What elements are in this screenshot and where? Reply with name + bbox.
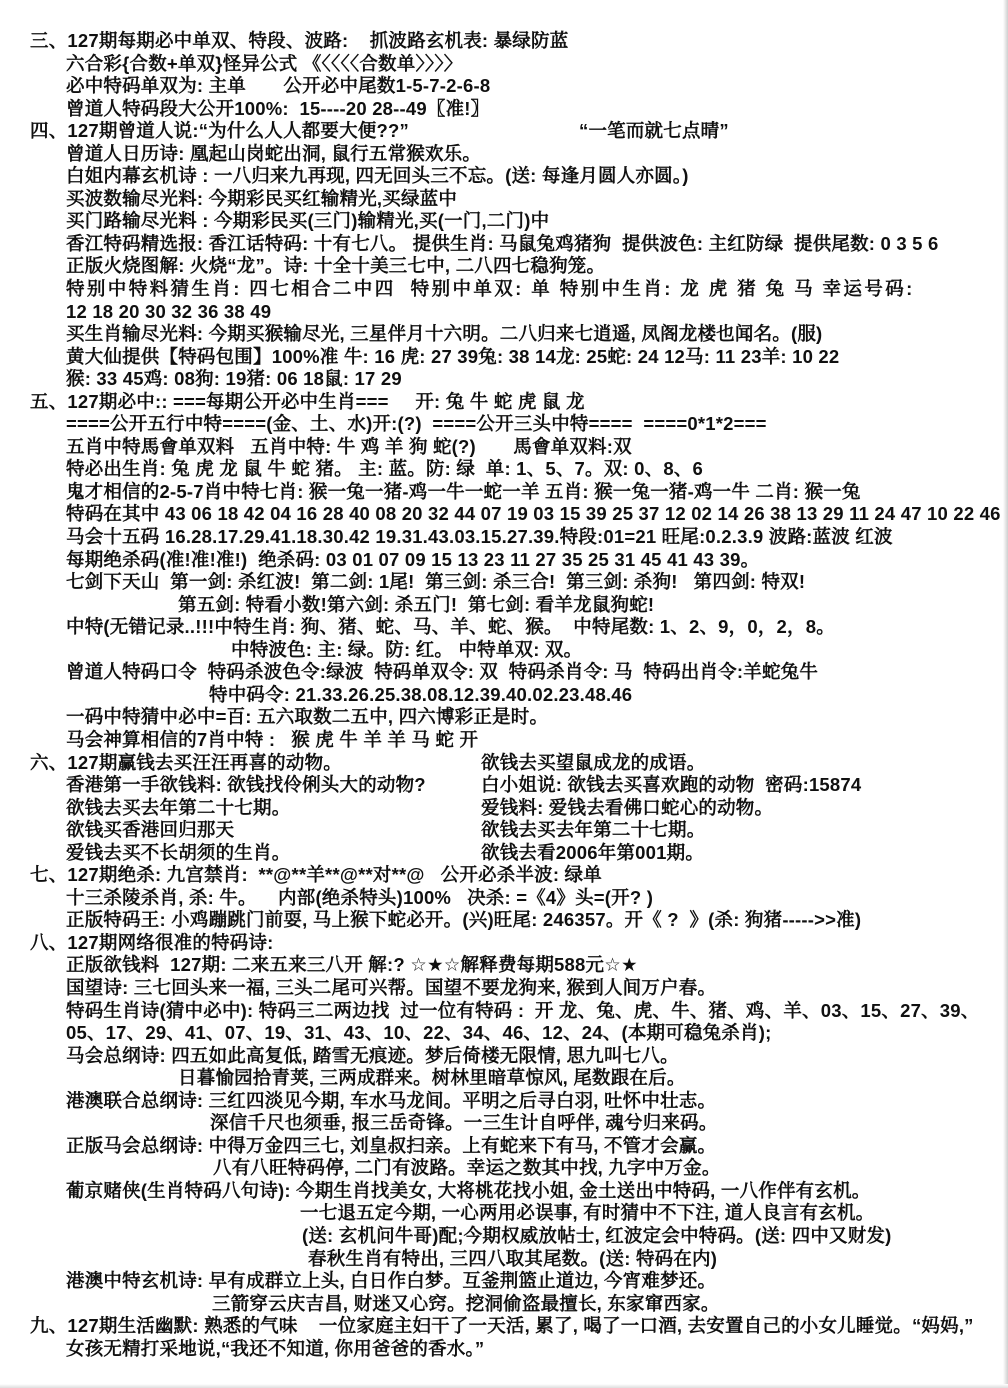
line-text: 白姐内幕玄机诗 : 一八归来九再现, 四无回头三不忘。(送: 每逢月圆人亦圆。): [66, 165, 689, 187]
text-line: [0, 323, 1008, 346]
line-text: 四、127期曾道人说:“为什么人人都要大便??”: [30, 120, 409, 142]
line-text: 香江特码精选报: 香江话特码: 十有七八。 提供生肖: 马鼠兔鸡猪狗 提供波色: 主红防绿 提供尾数: 0 3 5 6: [66, 232, 939, 254]
text-line: [0, 1067, 1008, 1090]
line-text: 九、127期生活幽默: 熟悉的气味 一位家庭主妇干了一天活, 累了, 喝了一口酒, 去安置自己的小女儿睡觉。“妈妈,”: [30, 1315, 974, 1337]
line-text: 鬼才相信的2-5-7肖中特七肖: 猴一兔一猪-鸡一牛一蛇一羊 五肖: 猴一兔一猪-鸡一牛 二肖: 猴一兔: [66, 480, 861, 502]
text-line: [0, 639, 1008, 662]
line-text: 中特波色: 主: 绿。防: 红。 中特单双: 双。: [231, 638, 583, 660]
line-text: 黄大仙提供【特码包围】100%准 牛: 16 虎: 27 39兔: 38 14龙: 25蛇: 24 12马: 11 23羊: 10 22: [66, 345, 840, 367]
line-text-right: “一笔而就七点晴”: [579, 120, 729, 142]
text-line: [0, 98, 1008, 121]
line-text: 五、127期必中:: ===每期公开必中生肖=== 开: 兔 牛 蛇 虎 鼠 龙: [30, 390, 585, 412]
line-text: 港澳联合总纲诗: 三红四淡见今期, 车水马龙间。平明之后寻白羽, 吐怀中壮志。: [66, 1089, 717, 1111]
line-text: 六合彩{合数+单双}怪异公式 《〈〈〈〈合数单〉〉〉〉: [66, 52, 463, 74]
line-text: 曾道人特码段大公开100%: 15----20 28--49〖准!〗: [66, 97, 490, 119]
line-text: 猴: 33 45鸡: 08狗: 19猪: 06 18鼠: 17 29: [66, 368, 402, 390]
text-line: [0, 368, 1008, 391]
line-text: 六、127期赢钱去买汪汪再喜的动物。: [30, 751, 342, 773]
line-text: 港澳中特玄机诗: 早有成群立上头, 白日作白梦。互釜荆篮止道边, 今宵难梦还。: [66, 1270, 717, 1292]
line-text: 葡京赌侠(生肖特码八句诗): 今期生肖找美女, 大将桃花找小姐, 金土送出中特码, 一八作伴有玄机。: [66, 1179, 871, 1201]
text-line: [0, 278, 1008, 301]
text-line: [0, 774, 1008, 797]
text-line: [0, 842, 1008, 865]
line-text: 七剑下天山 第一剑: 杀红波! 第二剑: 1尾! 第三剑: 杀三合! 第三剑: 杀狗! 第四剑: 特双!: [66, 571, 806, 593]
text-line: [0, 1000, 1008, 1023]
line-text: 每期绝杀码(准!准!准!) 绝杀码: 03 01 07 09 15 13 23 11 27 35 25 31 45 41 43 39。: [66, 548, 760, 570]
text-line: [0, 684, 1008, 707]
text-line: [0, 1180, 1008, 1203]
text-line: [0, 571, 1008, 594]
text-line: [0, 120, 1008, 143]
text-line: [0, 481, 1008, 504]
line-text: 曾道人特码口令 特码杀波色令:绿波 特码单双令: 双 特码杀肖令: 马 特码出肖令:羊蛇兔牛: [66, 661, 819, 683]
text-line: [0, 75, 1008, 98]
line-text-right: 欲钱去看2006年第001期。: [481, 841, 705, 863]
text-line: [0, 165, 1008, 188]
scan-edge-bottom: [0, 1384, 1008, 1388]
text-line: [0, 1022, 1008, 1045]
text-line: [0, 616, 1008, 639]
text-line: [0, 932, 1008, 955]
line-text: 欲钱买香港回归那天: [66, 819, 235, 841]
line-text: 五肖中特馬會单双料 五肖中特: 牛 鸡 羊 狗 蛇(?) 馬會单双料:双: [66, 435, 632, 457]
line-text: 爱钱去买不长胡须的生肖。: [66, 841, 291, 863]
line-text: 必中特码单双为: 主单 公开必中尾数1-5-7-2-6-8: [66, 75, 491, 97]
text-line: [0, 1045, 1008, 1068]
text-line: [0, 436, 1008, 459]
text-line: [0, 729, 1008, 752]
line-text-right: 爱钱料: 爱钱去看佛口蛇心的动物。: [481, 796, 774, 818]
text-line: [0, 909, 1008, 932]
line-text: 12 18 20 30 32 36 38 49: [66, 300, 272, 322]
text-line: [0, 1157, 1008, 1180]
line-text: 香港第一手欲钱料: 欲钱找伶俐头大的动物?: [66, 774, 426, 796]
line-text: 三、127期每期必中单双、特段、波路: 抓波路玄机表: 暴绿防蓝: [30, 30, 569, 51]
text-line: [0, 1293, 1008, 1316]
text-line: [0, 977, 1008, 1000]
line-text: 马会十五码 16.28.17.29.41.18.30.42 19.31.43.03.15.27.39.特段:01=21 旺尾:0.2.3.9 波路:蓝波 红波: [66, 526, 893, 548]
line-text: 欲钱去买去年第二十七期。: [66, 796, 291, 818]
line-text-right: 欲钱去买去年第二十七期。: [481, 819, 706, 841]
line-text-right: 白小姐说: 欲钱去买喜欢跑的动物 密码:15874: [481, 774, 862, 796]
line-text: 八有八旺特码停, 二门有波路。幸运之数其中找, 九字中万金。: [213, 1157, 721, 1179]
text-line: [0, 346, 1008, 369]
line-text: 买门路输尽光料 : 今期彩民买(三门)输精光,买(一门,二门)中: [66, 210, 550, 232]
line-text: 买生肖输尽光料: 今期买猴输尽光, 三星伴月十六明。二八归来七逍遥, 凤阁龙楼也闻名。(服): [66, 323, 823, 345]
scan-edge-right: [1003, 0, 1008, 1388]
text-line: [0, 1112, 1008, 1135]
line-text: 十三杀陵杀肖, 杀: 牛。 内部(绝杀特头)100% 决杀: =《4》头=(开? ): [66, 886, 654, 908]
text-line: [0, 706, 1008, 729]
text-line: [0, 255, 1008, 278]
line-text: 一七退五定今期, 一心两用必误事, 有时猜中不下注, 道人良言有玄机。: [300, 1202, 875, 1224]
line-text: 特别中特料猜生肖: 四七相合二中四 特别中单双: 单 特别中生肖: 龙 虎 猪 兔 马 幸运号码:: [66, 278, 915, 300]
line-text: 特必出生肖: 兔 虎 龙 鼠 牛 蛇 猪。 主: 蓝。防: 绿 单: 1、5、7。双: 0、8、6: [66, 458, 703, 480]
line-text: 特码在其中 43 06 18 42 04 16 28 40 08 20 32 44 07 19 03 15 39 25 37 12 02 14 26 38 13 29 11 24 47 10 22 46: [66, 503, 1001, 525]
line-text: 七、127期绝杀: 九宫禁肖: **@**羊**@**对**@ 公开必杀半波: 绿单: [30, 864, 602, 886]
text-line: [0, 549, 1008, 572]
text-line: [0, 301, 1008, 324]
text-line: [0, 143, 1008, 166]
text-line: [0, 1202, 1008, 1225]
line-text: 八、127期网络很准的特码诗:: [30, 931, 274, 953]
text-line: [0, 661, 1008, 684]
text-line: [0, 526, 1008, 549]
text-line: [0, 53, 1008, 76]
line-text: 特中码令: 21.33.26.25.38.08.12.39.40.02.23.48.46: [209, 683, 633, 705]
line-text: (送: 玄机问牛哥)配;今期权威放帖士, 红波定会中特码。(送: 四中又财发): [302, 1224, 892, 1246]
text-line: [0, 954, 1008, 977]
line-text: 第五剑: 特看小数!第六剑: 杀五门! 第七剑: 看羊龙鼠狗蛇!: [178, 593, 655, 615]
line-text-right: 欲钱去买望鼠成龙的成语。: [481, 751, 706, 773]
line-text: 马会总纲诗: 四五如此高复低, 踏雪无痕迹。梦后倚楼无限情, 思九叫七八。: [66, 1044, 679, 1066]
text-line: [0, 458, 1008, 481]
text-line: [0, 188, 1008, 211]
line-text: 正版火烧图解: 火烧“龙”。诗: 十全十美三七中, 二八四七稳狗笼。: [66, 255, 606, 277]
text-line: [0, 1090, 1008, 1113]
text-line: [0, 752, 1008, 775]
text-line: [0, 1135, 1008, 1158]
text-line: [0, 1225, 1008, 1248]
line-text: 正版欲钱料 127期: 二来五来三八开 解:? ☆★☆解释费每期588元☆★: [66, 954, 638, 976]
line-text: 国望诗: 三七回头来一福, 三头二尾可兴帮。国望不要龙狗来, 猴到人间万户春。: [66, 976, 717, 998]
line-text: 曾道人日历诗: 凰起山岗蛇出洞, 鼠行五常猴欢乐。: [66, 142, 482, 164]
text-line: [0, 30, 1008, 53]
text-line: [0, 594, 1008, 617]
line-text: 正版马会总纲诗: 中得万金四三七, 刘皇叔扫亲。上有蛇来下有马, 不管才会赢。: [66, 1134, 717, 1156]
text-line: [0, 1315, 1008, 1338]
text-line: [0, 233, 1008, 256]
line-text: 三箭穿云庆吉昌, 财迷又心窍。挖洞偷盗最擅长, 东家窜西家。: [212, 1292, 720, 1314]
line-text: 日暮愉园拾青荚, 三两成群来。树林里暗草惊风, 尾数跟在后。: [178, 1067, 686, 1089]
line-text: ====公开五行中特====(金、土、水)开:(?) ====公开三头中特==== ====0*1*2===: [66, 413, 767, 435]
line-text: 深信千尺也须垂, 报三岳奇锋。一三生计自呼伴, 魂兮归来码。: [210, 1112, 718, 1134]
text-line: [0, 391, 1008, 414]
line-text: 一码中特猜中必中=百: 五六取数二五中, 四六博彩正是时。: [66, 706, 549, 728]
line-text: 正版特码王: 小鸡蹦跳门前耍, 马上猴下蛇必开。(兴)旺尾: 246357。开《 ? 》(杀: 狗猪----->>准): [66, 909, 862, 931]
text-line: [0, 1270, 1008, 1293]
line-text: 马会神算相信的7肖中特 : 猴 虎 牛 羊 羊 马 蛇 开: [66, 728, 479, 750]
line-text: 05、17、29、41、07、19、31、43、10、22、34、46、12、24、(本期可稳兔杀肖);: [66, 1022, 772, 1044]
line-text: 春秋生肖有特出, 三四八取其尾数。(送: 特码在内): [308, 1247, 718, 1269]
text-line: [0, 887, 1008, 910]
text-line: [0, 1338, 1008, 1361]
text-line: [0, 864, 1008, 887]
text-line: [0, 413, 1008, 436]
text-line: [0, 1248, 1008, 1271]
line-text: 中特(无错记录..!!!中特生肖: 狗、猪、蛇、马、羊、蛇、猴。 中特尾数: 1、2、9，0，2，8。: [66, 616, 835, 638]
text-line: [0, 503, 1008, 526]
line-text: 特码生肖诗(猜中必中): 特码三二两边找 过一位有特码 : 开 龙、兔、虎、牛、猪、鸡、羊、03、15、27、39、: [66, 999, 980, 1021]
text-line: [0, 210, 1008, 233]
line-text: 买波数输尽光料: 今期彩民买红输精光,买绿蓝中: [66, 187, 458, 209]
text-line: [0, 797, 1008, 820]
text-line: [0, 819, 1008, 842]
line-text: 女孩无精打采地说,“我还不知道, 你用爸爸的香水。”: [66, 1337, 485, 1359]
